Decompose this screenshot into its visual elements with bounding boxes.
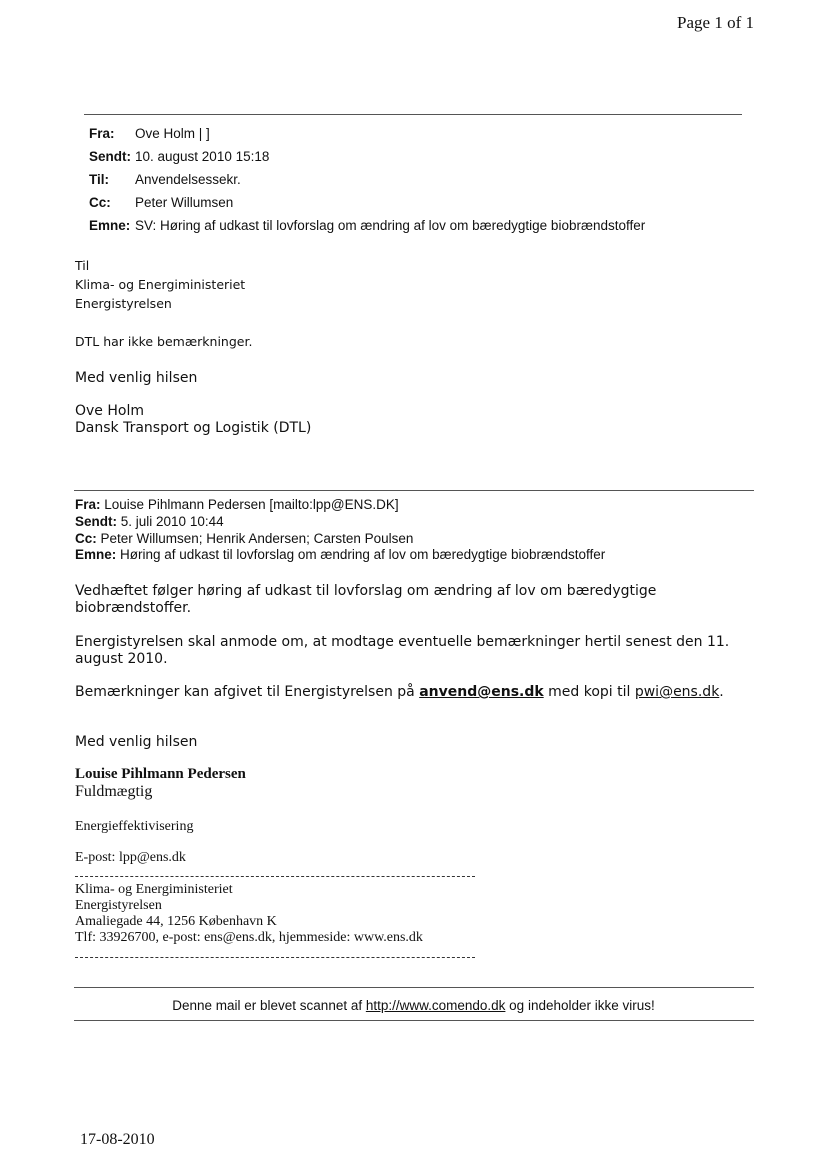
to-label: Til: — [89, 172, 109, 187]
header-divider — [84, 114, 742, 115]
signature-contact: Tlf: 33926700, e-post: ens@ens.dk, hjemmeside: www.ens.dk — [75, 930, 423, 945]
para3 — [75, 684, 724, 700]
subject-label: Emne: — [89, 218, 131, 233]
signature-name: Louise Pihlmann Pedersen — [75, 766, 246, 782]
cc-value: Peter Willumsen — [135, 195, 234, 210]
scan-notice — [0, 998, 827, 1013]
orig-sent-value: 5. juli 2010 10:44 — [120, 514, 224, 529]
original-greeting: Med venlig hilsen — [75, 734, 198, 750]
recipient-line-3: Energistyrelsen — [75, 296, 172, 311]
recipient-line-2: Klima- og Energiministeriet — [75, 277, 246, 292]
orig-cc-value: Peter Willumsen; Henrik Andersen; Carsten Poulsen — [100, 531, 414, 546]
pwi-email-link[interactable]: pwi@ens.dk — [634, 684, 720, 700]
signature-org-line2: Energistyrelsen — [75, 898, 162, 913]
orig-from-value: Louise Pihlmann Pedersen [mailto:lpp@ENS.DK] — [104, 497, 399, 512]
scan-divider-top — [74, 987, 754, 988]
orig-subject-label: Emne: — [75, 547, 117, 562]
para3-suffix: . — [719, 684, 724, 700]
orig-from-label: Fra: — [75, 497, 101, 512]
signature-divider-top — [75, 876, 475, 877]
from-value: Ove Holm | ] — [135, 126, 210, 141]
signature-address: Amaliegade 44, 1256 København K — [75, 914, 277, 929]
reply-sender-org: Dansk Transport og Logistik (DTL) — [75, 420, 312, 436]
signature-org-line1: Klima- og Energiministeriet — [75, 882, 233, 897]
orig-from-line — [75, 497, 399, 512]
subject-value: SV: Høring af udkast til lovforslag om ændring af lov om bæredygtige biobrændstoffer — [135, 218, 646, 233]
reply-sender-name: Ove Holm — [75, 403, 144, 419]
signature-divider-bottom — [75, 957, 475, 958]
scan-notice-prefix: Denne mail er blevet scannet af — [172, 998, 366, 1013]
signature-email: E-post: lpp@ens.dk — [75, 850, 186, 865]
scan-divider-bottom — [74, 1020, 754, 1021]
comendo-link[interactable]: http://www.comendo.dk — [365, 998, 506, 1013]
orig-sent-line — [75, 514, 224, 529]
quoted-divider — [74, 490, 754, 491]
orig-subject-line — [75, 547, 605, 562]
reply-greeting: Med venlig hilsen — [75, 370, 198, 386]
signature-department: Energieffektivisering — [75, 819, 194, 834]
para2-line2: august 2010. — [75, 651, 168, 667]
signature-title: Fuldmægtig — [75, 783, 153, 800]
orig-sent-label: Sendt: — [75, 514, 117, 529]
scan-notice-suffix: og indeholder ikke virus! — [505, 998, 655, 1013]
anvend-email-link[interactable]: anvend@ens.dk — [419, 684, 544, 700]
cc-label: Cc: — [89, 195, 111, 210]
to-value: Anvendelsessekr. — [135, 172, 241, 187]
reply-text: DTL har ikke bemærkninger. — [75, 334, 253, 349]
orig-cc-label: Cc: — [75, 531, 97, 546]
para3-middle: med kopi til — [543, 684, 635, 700]
recipient-line-1: Til — [75, 258, 90, 273]
para1-line1: Vedhæftet følger høring af udkast til lovforslag om ændring af lov om bæredygtige — [75, 583, 657, 599]
sent-value: 10. august 2010 15:18 — [135, 149, 270, 164]
orig-cc-line — [75, 531, 413, 546]
page-number: Page 1 of 1 — [677, 13, 754, 32]
footer-date: 17-08-2010 — [80, 1131, 155, 1148]
sent-label: Sendt: — [89, 149, 131, 164]
para2-line1: Energistyrelsen skal anmode om, at modtage eventuelle bemærkninger hertil senest den 11. — [75, 634, 730, 650]
orig-subject-value: Høring af udkast til lovforslag om ændring af lov om bæredygtige biobrændstoffer — [120, 547, 606, 562]
from-label: Fra: — [89, 126, 115, 141]
para1-line2: biobrændstoffer. — [75, 600, 192, 616]
para3-prefix: Bemærkninger kan afgivet til Energistyrelsen på — [75, 684, 420, 700]
